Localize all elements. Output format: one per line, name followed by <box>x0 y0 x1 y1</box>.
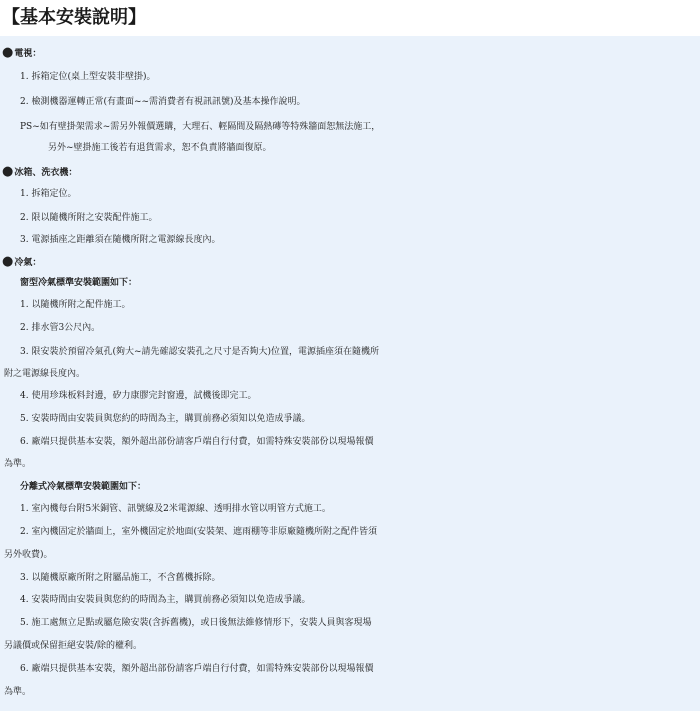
bullet-icon: ● <box>2 164 14 179</box>
window-ac-line: 3. 限安裝於預留冷氣孔(夠大~請先確認安裝孔之尺寸是否夠大)位置，電源插座須在隨機所 <box>20 347 380 357</box>
section-heading-fridge-washer <box>2 164 700 179</box>
split-ac-line: 3. 以隨機原廠所附之附屬品施工，不含舊機拆除。 <box>20 573 221 583</box>
window-ac-heading: 窗型冷氣標準安裝範圍如下： <box>20 278 138 288</box>
section-heading-ac <box>2 254 700 269</box>
split-ac-line: 5. 施工處無立足點或屬危險安裝(含拆舊機)，或日後無法維修情形下，安裝人員與客現場 <box>20 618 372 628</box>
bullet-icon: ● <box>2 45 14 60</box>
tv-ps-note-continued: 另外~壁掛施工後若有退貨需求，恕不負責將牆面復原。 <box>48 143 272 153</box>
fridge-item: 3. 電源插座之距離須在隨機所附之電源線長度內。 <box>20 235 221 245</box>
split-ac-line: 6. 廠端只提供基本安裝，額外超出部份請客戶端自行付費，如需特殊安裝部份以現場報價 <box>20 664 374 674</box>
window-ac-line: 附之電源線長度內。 <box>4 369 86 379</box>
section-title-ac: 冷氣： <box>14 258 42 268</box>
bullet-icon: ● <box>2 254 14 269</box>
section-title-fridge-washer: 冰箱、洗衣機： <box>14 168 78 178</box>
section-title-tv: 電視： <box>14 49 42 59</box>
window-ac-line: 5. 安裝時間由安裝員與您約的時間為主，購買前務必須知以免造成爭議。 <box>20 414 311 424</box>
instructions-panel <box>0 36 700 711</box>
fridge-item: 2. 限以隨機所附之安裝配件施工。 <box>20 213 158 223</box>
window-ac-line: 6. 廠端只提供基本安裝，額外超出部份請客戶端自行付費，如需特殊安裝部份以現場報價 <box>20 437 374 447</box>
tv-ps-note: PS~如有壁掛架需求~需另外報價選購，大理石、輕隔間及隔熱磚等特殊牆面恕無法施工， <box>20 122 381 132</box>
split-ac-line: 2. 室內機固定於牆面上，室外機固定於地面(安裝架、遮雨棚等非原廠隨機所附之配件皆須 <box>20 527 377 537</box>
split-ac-line: 另議價或保留拒絕安裝/除的權利。 <box>4 641 143 651</box>
split-ac-line: 另外收費)。 <box>4 550 53 560</box>
window-ac-line: 4. 使用珍珠板料封邊，矽力康膠完封窗邊，試機後即完工。 <box>20 391 257 401</box>
tv-item: 1. 拆箱定位(桌上型安裝非壁掛)。 <box>20 72 156 82</box>
fridge-item: 1. 拆箱定位。 <box>20 189 77 199</box>
split-ac-line: 4. 安裝時間由安裝員與您約的時間為主，購買前務必須知以免造成爭議。 <box>20 595 311 605</box>
window-ac-line: 1. 以隨機所附之配件施工。 <box>20 300 131 310</box>
split-ac-line: 1. 室內機每台附5米銅管、訊號線及2米電源線、透明排水管以明管方式施工。 <box>20 504 331 514</box>
window-ac-line: 為準。 <box>4 459 32 469</box>
tv-item: 2. 檢測機器運轉正常(有畫面~~需消費者有視訊訊號)及基本操作說明。 <box>20 97 306 107</box>
split-ac-heading: 分離式冷氣標準安裝範圍如下： <box>20 482 147 492</box>
window-ac-line: 2. 排水管3公尺內。 <box>20 323 101 333</box>
split-ac-line: 為準。 <box>4 687 32 697</box>
section-heading-tv <box>2 45 700 60</box>
document-title: 【基本安裝說明】 <box>0 0 700 36</box>
